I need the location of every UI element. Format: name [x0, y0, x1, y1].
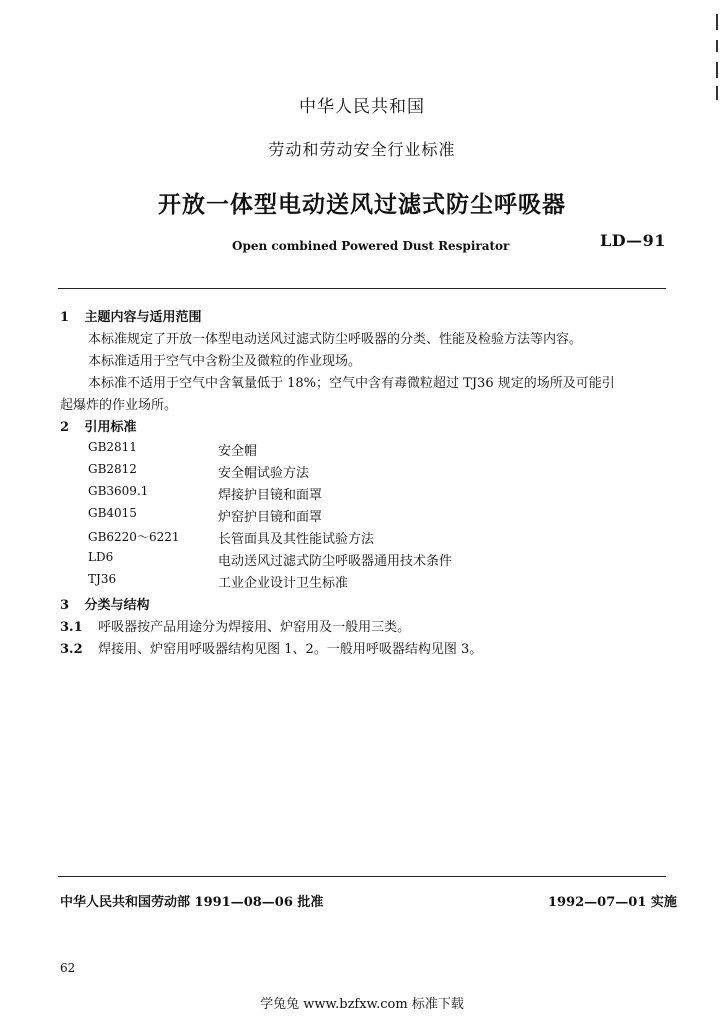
- reference-title: 安全帽: [218, 444, 258, 459]
- reference-title: 长管面具及其性能试验方法: [218, 532, 375, 547]
- section-2-heading: [60, 416, 137, 435]
- reference-title: 电动送风过滤式防尘呼吸器通用技术条件: [218, 554, 453, 569]
- reference-code: LD6: [88, 550, 114, 564]
- section-number: 3: [60, 598, 70, 613]
- standard-code: LD—91: [600, 231, 666, 250]
- reference-title: 工业企业设计卫生标准: [218, 576, 349, 591]
- reference-code: GB2812: [88, 462, 137, 476]
- clause-3-2: [60, 638, 482, 657]
- header-divider: [58, 288, 666, 289]
- clause-text: 呼吸器按产品用途分为焊接用、炉窑用及一般用三类。: [98, 620, 411, 635]
- section-number: 2: [60, 420, 70, 435]
- paragraph: 本标准不适用于空气中含氧量低于 18%；空气中含有毒微粒超过 TJ36 规定的场所及可能引: [88, 376, 615, 391]
- clause-3-1: [60, 616, 410, 635]
- document-title-english: Open combined Powered Dust Respirator: [232, 239, 510, 253]
- scan-mark: [716, 86, 718, 100]
- reference-code: GB4015: [88, 506, 137, 520]
- paragraph-continuation: 起爆炸的作业场所。: [60, 398, 178, 413]
- paragraph: 本标准适用于空气中含粉尘及微粒的作业现场。: [88, 354, 362, 369]
- section-title: 引用标准: [84, 420, 137, 435]
- country-heading: 中华人民共和国: [299, 97, 425, 117]
- clause-number: 3.1: [60, 620, 83, 635]
- footer-divider: [58, 876, 666, 877]
- section-1-heading: [60, 306, 202, 325]
- reference-code: GB3609.1: [88, 484, 149, 498]
- reference-code: TJ36: [88, 572, 117, 586]
- approval-date: 中华人民共和国劳动部 1991—08—06 批准: [60, 895, 324, 910]
- section-3-heading: [60, 594, 150, 613]
- document-title: 开放一体型电动送风过滤式防尘呼吸器: [158, 191, 566, 218]
- reference-title: 安全帽试验方法: [218, 466, 310, 481]
- scan-mark: [716, 14, 718, 30]
- clause-text: 焊接用、炉窑用呼吸器结构见图 1、2。一般用呼吸器结构见图 3。: [98, 642, 483, 657]
- page-number: 62: [60, 961, 76, 975]
- section-number: 1: [60, 310, 70, 325]
- reference-code: GB2811: [88, 440, 137, 454]
- paragraph: 本标准规定了开放一体型电动送风过滤式防尘呼吸器的分类、性能及检验方法等内容。: [88, 332, 583, 347]
- reference-title: 焊接护目镜和面罩: [218, 488, 323, 503]
- effective-date: 1992—07—01 实施: [548, 895, 677, 910]
- reference-title: 炉窑护目镜和面罩: [218, 510, 323, 525]
- scan-mark: [716, 40, 718, 52]
- section-title: 分类与结构: [84, 598, 150, 613]
- clause-number: 3.2: [60, 642, 83, 657]
- scan-mark: [716, 62, 718, 78]
- industry-standard-heading: 劳动和劳动安全行业标准: [268, 140, 456, 159]
- section-title: 主题内容与适用范围: [84, 310, 202, 325]
- reference-code: GB6220～6221: [88, 530, 180, 544]
- watermark-text: 学兔兔 www.bzfxw.com 标准下载: [260, 997, 464, 1012]
